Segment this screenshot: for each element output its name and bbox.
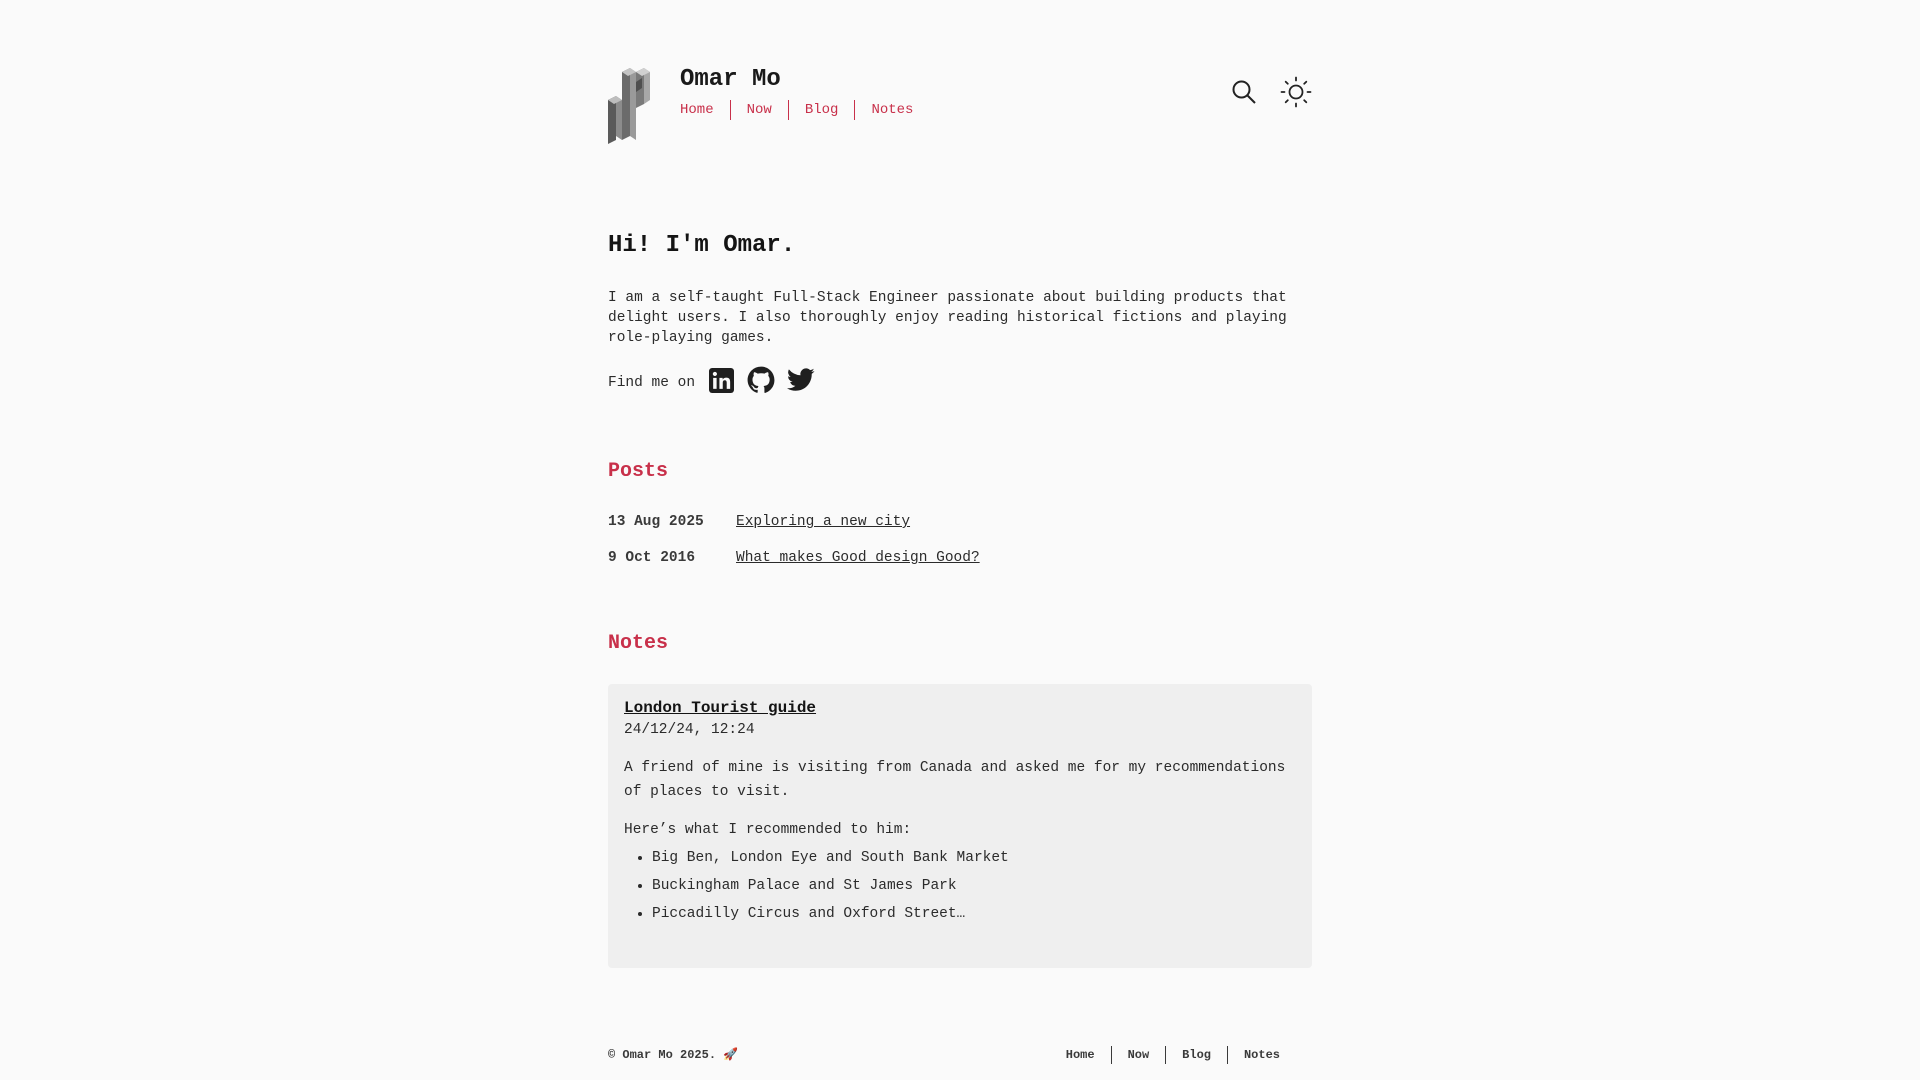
note-timestamp: 24/12/24, 12:24 [624, 722, 755, 738]
social-links [608, 366, 827, 394]
site-header [608, 62, 1312, 144]
post-row [608, 548, 980, 568]
note-body: A friend of mine is visiting from Canada and asked me for my recommendations of places to visit. [624, 760, 1286, 800]
post-date: 9 Oct 2016 [608, 550, 696, 566]
note-list [624, 848, 1296, 924]
search-icon[interactable] [1228, 76, 1260, 108]
notes-heading: Notes [608, 632, 669, 655]
nav-home[interactable]: Home [680, 102, 714, 118]
footer-nav-now[interactable]: Now [1111, 1046, 1166, 1064]
note-title-link[interactable]: London Tourist guide [624, 699, 817, 717]
header-actions [1228, 76, 1312, 108]
twitter-icon[interactable] [787, 366, 815, 394]
footer-nav-notes[interactable]: Notes [1227, 1046, 1296, 1064]
post-date: 13 Aug 2025 [608, 514, 704, 530]
sun-icon[interactable] [1280, 76, 1312, 108]
footer-nav-home[interactable]: Home [1065, 1048, 1095, 1062]
footer-nav [1050, 1046, 1296, 1064]
footer-nav-blog[interactable]: Blog [1165, 1046, 1227, 1064]
site-title[interactable]: Omar Mo [680, 66, 781, 93]
nav-blog[interactable]: Blog [788, 100, 855, 120]
post-row [608, 512, 910, 532]
main-nav [680, 100, 929, 120]
nav-notes[interactable]: Notes [854, 100, 929, 120]
linkedin-icon[interactable] [707, 366, 735, 394]
intro-text: I am a self-taught Full-Stack Engineer passionate about building products that delight users. I also thoroughly enjoy reading historical fictions and playing role-playing games. [608, 290, 1287, 346]
note-body-intro: Here’s what I recommended to him: [624, 822, 912, 838]
github-icon[interactable] [747, 366, 775, 394]
find-me-label: Find me on [608, 375, 696, 391]
note-card [608, 684, 1312, 968]
note-list-item: • Buckingham Palace and St James Park [652, 876, 1296, 896]
post-link[interactable]: Exploring a new city [736, 514, 911, 530]
footer-copyright: © Omar Mo 2025. 🚀 [608, 1048, 739, 1062]
logo[interactable] [608, 64, 656, 144]
note-list-item: • Big Ben, London Eye and South Bank Market [652, 848, 1296, 868]
intro-heading: Hi! I'm Omar. [608, 232, 796, 259]
nav-now[interactable]: Now [730, 100, 788, 120]
post-link[interactable]: What makes Good design Good? [736, 550, 980, 566]
posts-heading: Posts [608, 460, 669, 483]
note-list-item: • Piccadilly Circus and Oxford Street… [652, 904, 1296, 924]
